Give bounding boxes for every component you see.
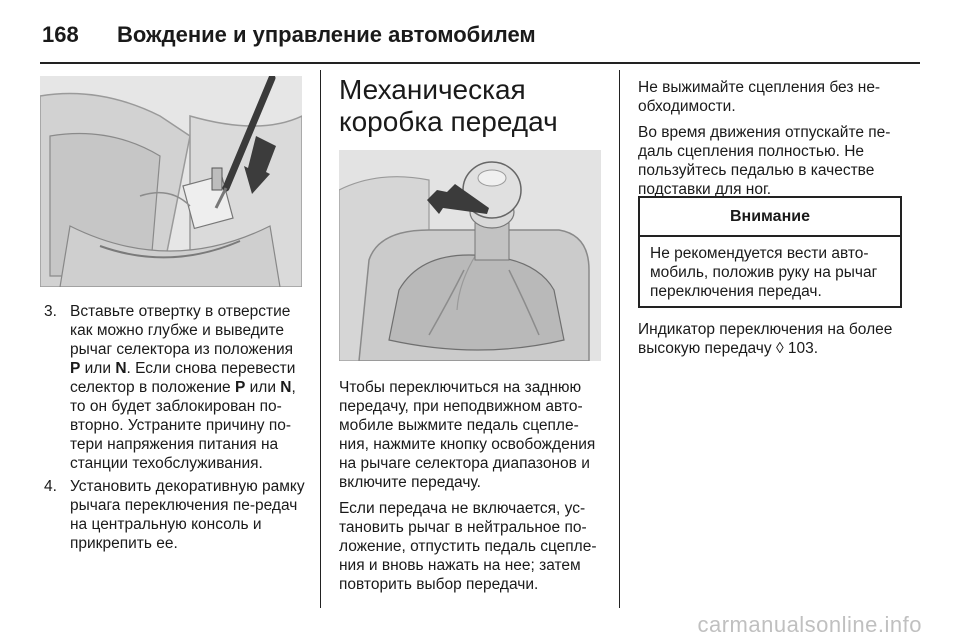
- warning-body: Не рекомендуется вести авто-мобиль, положив руку на рычаг переключения передач.: [650, 245, 878, 300]
- paragraph: Чтобы переключиться на заднюю передачу, при неподвижном авто-мобиле выжмите педаль сцепле-ния, нажмите кнопку освобождения на рычаге селектора диапазонов и включите передачу.: [339, 379, 596, 491]
- step-number: 3.: [44, 303, 57, 320]
- gear-p: P: [70, 360, 81, 377]
- page-number: 168: [42, 22, 79, 47]
- step-number: 4.: [44, 478, 57, 495]
- step-text: Вставьте отвертку в отверстие как можно глубже и выведите рычаг селектора из положения: [70, 303, 293, 358]
- paragraph: Во время движения отпускайте пе-даль сцепления полностью. Не пользуйтесь педалью в качестве подставки для ног.: [638, 124, 891, 198]
- column-divider: [320, 70, 321, 608]
- paragraph: Не выжимайте сцепления без не-обходимости.: [638, 79, 881, 115]
- paragraph-text: Индикатор переключения на более высокую передачу: [638, 321, 893, 357]
- gear-lever-illustration: [339, 150, 601, 361]
- watermark: carmanualsonline.info: [697, 612, 922, 637]
- step-text: , то он будет заблокирован по-вторно. Устраните причину по-тери напряжения питания на станции техобслуживания.: [70, 379, 296, 472]
- right-text: [638, 78, 902, 206]
- gear-n: N: [115, 360, 127, 377]
- gear-n: N: [280, 379, 292, 396]
- page-reference-link[interactable]: 103.: [787, 340, 819, 357]
- instruction-list: [44, 302, 306, 557]
- screwdriver-illustration: [40, 76, 302, 287]
- section-title: Механическая коробка передач: [339, 74, 558, 137]
- gear-p: P: [234, 379, 246, 396]
- warning-box: [638, 196, 902, 308]
- step-text: Установить декоративную рамку рычага переключения пе-редач на центральную консоль и прикрепить ее.: [70, 478, 305, 552]
- chapter-title: Вождение и управление автомобилем: [117, 22, 536, 47]
- step-text: . Если снова перевести селектор в положение: [70, 360, 296, 396]
- right-text-bottom: [638, 320, 902, 365]
- page-reference-icon[interactable]: ◊: [775, 340, 784, 357]
- step-text: или: [245, 379, 281, 396]
- step-text: или: [80, 360, 116, 377]
- page-header: [42, 14, 920, 54]
- column-divider: [619, 70, 620, 608]
- paragraph: Если передача не включается, ус-тановить рычаг в нейтральное по-ложение, отпустить педаль сцепле-ния и вновь нажать на нее; затем повторить выбор передачи.: [339, 500, 597, 593]
- list-item: [44, 477, 306, 553]
- paragraph: [638, 320, 902, 358]
- list-item: [44, 302, 306, 473]
- middle-text: [339, 378, 603, 601]
- header-rule: [40, 62, 920, 64]
- warning-heading: Внимание: [640, 198, 900, 237]
